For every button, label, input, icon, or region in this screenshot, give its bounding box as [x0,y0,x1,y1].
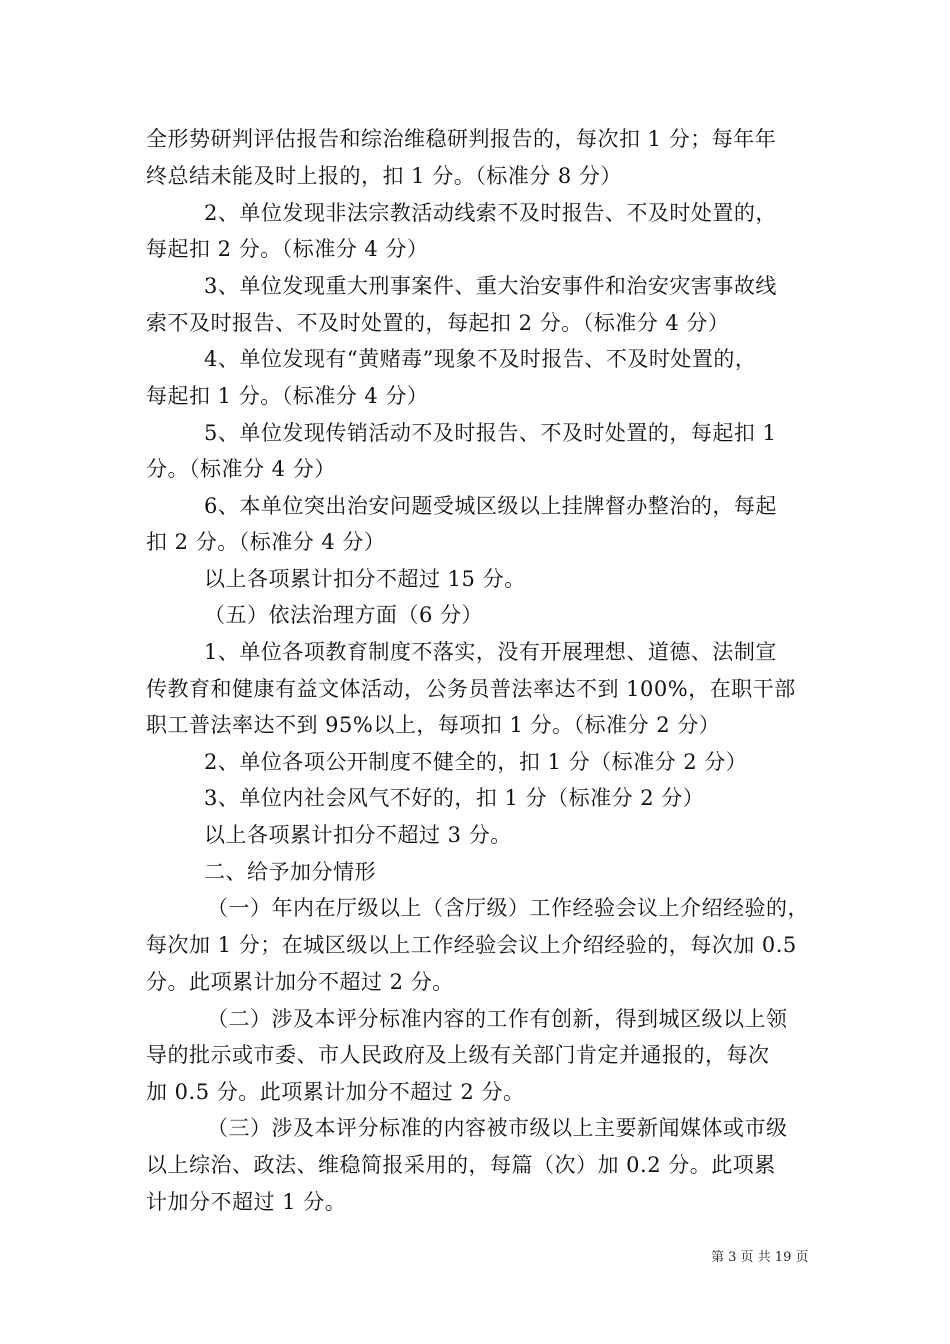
body-line: （三）涉及本评分标准的内容被市级以上主要新闻媒体或市级 [207,1116,788,1140]
body-line: 扣 2 分。（标准分 4 分） [146,530,386,554]
body-line: 每起扣 1 分。（标准分 4 分） [146,384,429,408]
body-line: 全形势研判评估报告和综治维稳研判报告的，每次扣 1 分；每年年 [146,127,777,151]
body-line: 2、单位发现非法宗教活动线索不及时报告、不及时处置的， [204,201,777,225]
body-line: 4、单位发现有“黄赌毒”现象不及时报告、不及时处置的， [204,347,757,371]
body-line: 导的批示或市委、市人民政府及上级有关部门肯定并通报的，每次 [146,1043,770,1067]
body-line: 3、单位发现重大刑事案件、重大治安事件和治安灾害事故线 [204,274,777,298]
body-line: 每起扣 2 分。（标准分 4 分） [146,237,429,261]
section-heading: （五）依法治理方面（6 分） [204,603,484,627]
body-line: 3、单位内社会风气不好的，扣 1 分（标准分 2 分） [204,786,705,810]
body-line: 职工普法率达不到 95%以上，每项扣 1 分。（标准分 2 分） [146,713,721,737]
body-line: 5、单位发现传销活动不及时报告、不及时处置的，每起扣 1 [204,421,777,445]
body-line: 计加分不超过 1 分。 [146,1190,347,1214]
section-heading: 二、给予加分情形 [204,860,376,884]
body-line: 以上综治、政法、维稳简报采用的，每篇（次）加 0.2 分。此项累 [146,1153,776,1177]
body-line: 加 0.5 分。此项累计加分不超过 2 分。 [146,1080,525,1104]
body-line: 6、本单位突出治安问题受城区级以上挂牌督办整治的，每起 [204,494,777,518]
body-line: 2、单位各项公开制度不健全的，扣 1 分（标准分 2 分） [204,750,748,774]
page-number: 第 3 页 共 19 页 [711,1250,809,1265]
body-line: 传教育和健康有益文体活动，公务员普法率达不到 100%，在职干部 [146,677,796,701]
body-line: 以上各项累计扣分不超过 3 分。 [204,823,512,847]
body-line: 1、单位各项教育制度不落实，没有开展理想、道德、法制宣 [204,640,777,664]
body-line: 每次加 1 分；在城区级以上工作经验会议上介绍经验的，每次加 0.5 [146,933,797,957]
body-line: 索不及时报告、不及时处置的，每起扣 2 分。（标准分 4 分） [146,311,730,335]
body-line: 分。（标准分 4 分） [146,457,336,481]
body-line: 终总结未能及时上报的，扣 1 分。（标准分 8 分） [146,164,622,188]
body-line: （一）年内在厅级以上（含厅级）工作经验会议上介绍经验的， [207,896,809,920]
body-line: 分。此项累计加分不超过 2 分。 [146,970,454,994]
body-line: （二）涉及本评分标准内容的工作有创新，得到城区级以上领 [207,1007,788,1031]
body-line: 以上各项累计扣分不超过 15 分。 [204,567,526,591]
